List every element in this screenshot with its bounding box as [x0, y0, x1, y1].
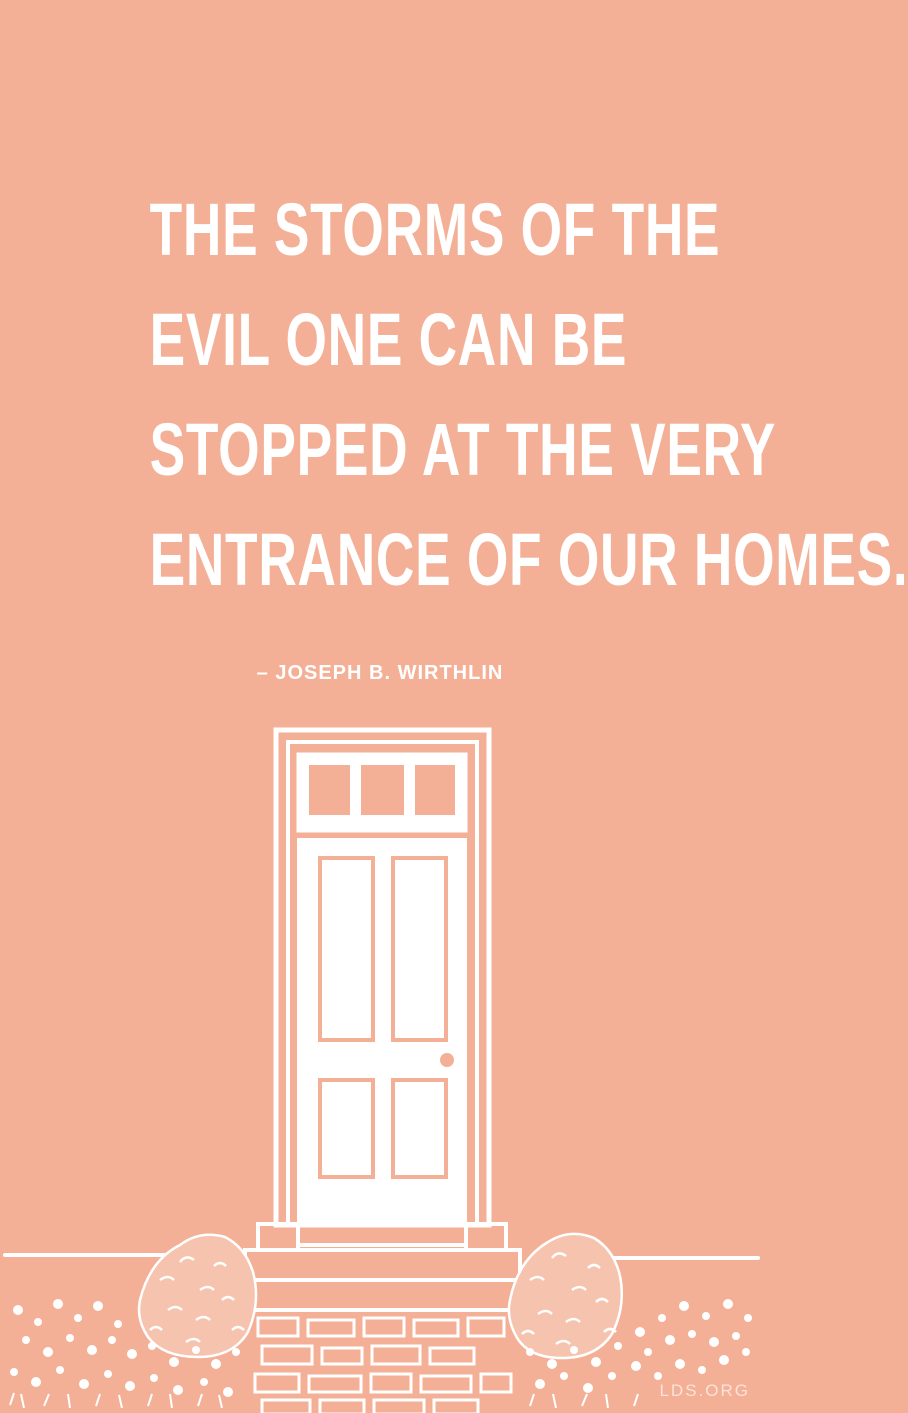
quote-line-1: THE STORMS OF THE [149, 188, 721, 271]
front-steps [238, 1224, 528, 1310]
quote-line-3: STOPPED AT THE VERY [149, 408, 777, 491]
quote-attribution: – JOSEPH B. WIRTHLIN [256, 662, 504, 684]
quote-line-4: ENTRANCE OF OUR HOMES. [149, 518, 908, 601]
lds-org-watermark: LDS.ORG [659, 1381, 750, 1400]
stone-path [255, 1318, 511, 1413]
grass-left [10, 1393, 222, 1408]
bush-right [509, 1234, 622, 1358]
grass-right [530, 1394, 638, 1408]
quote-line-2: EVIL ONE CAN BE [149, 298, 628, 381]
door-body [297, 838, 467, 1223]
door-knob-icon [440, 1053, 454, 1067]
